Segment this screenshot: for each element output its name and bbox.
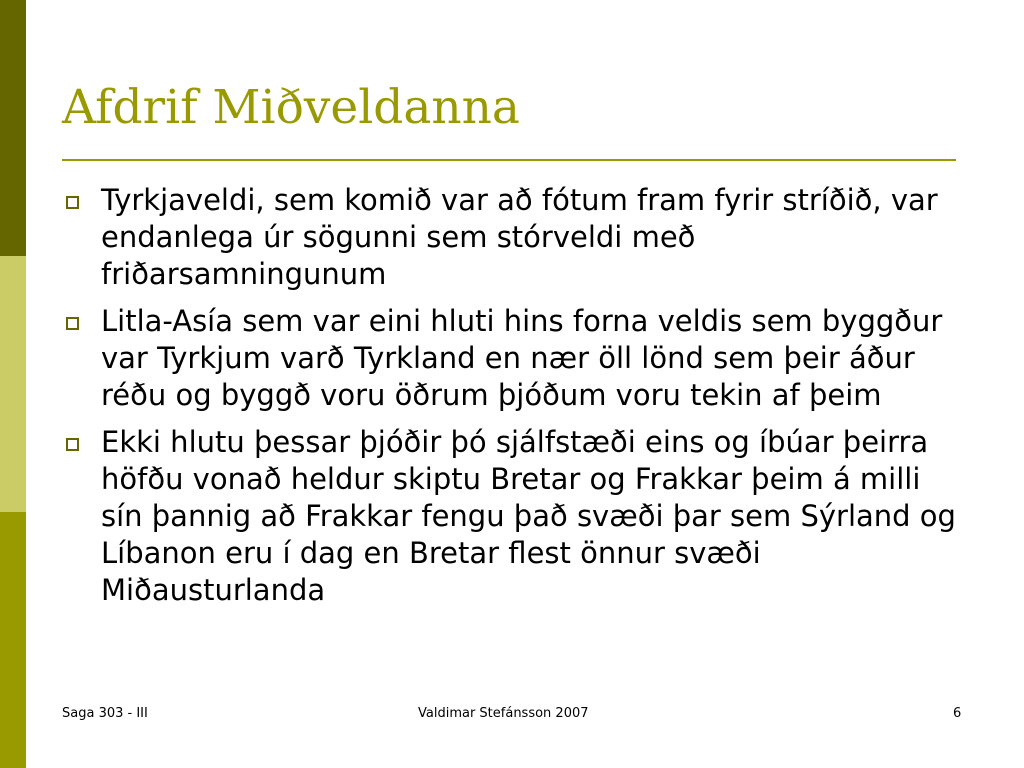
bullet-text-1: Tyrkjaveldi, sem komið var að fótum fram fyrir stríðið, var endanlega úr sögunni sem stórveldi með friðarsamningunum (101, 183, 938, 291)
bullet-text-2: Litla-Asía sem var eini hluti hins forna veldis sem byggður var Tyrkjum varð Tyrkland en nær öll lönd sem þeir áður réðu og byggð voru öðrum þjóðum voru tekin af þeim (101, 304, 943, 412)
bullet-item-2 (66, 303, 956, 414)
hollow-square-bullet-icon (66, 317, 79, 330)
footer-page-number: 6 (953, 706, 962, 721)
hollow-square-bullet-icon (66, 438, 79, 451)
hollow-square-bullet-icon (66, 196, 79, 209)
bullet-item-1 (66, 182, 956, 293)
footer-course-label: Saga 303 - III (62, 706, 148, 721)
side-bar-top-segment (0, 0, 26, 256)
bullet-text-3: Ekki hlutu þessar þjóðir þó sjálfstæði eins og íbúar þeirra höfðu vonað heldur skiptu Bretar og Frakkar þeim á milli sín þannig að Frakkar fengu það svæði þar sem Sýrland og Líbanon eru í dag en Bretar flest önnur svæði Miðausturlanda (101, 425, 956, 607)
footer-author: Valdimar Stefánsson 2007 (418, 706, 589, 721)
bullet-item-3 (66, 424, 956, 609)
side-bar-bottom-segment (0, 512, 26, 768)
bullet-list (66, 182, 956, 619)
title-underline-rule (62, 159, 956, 161)
slide-title: Afdrif Miðveldanna (62, 80, 520, 135)
side-bar-middle-segment (0, 256, 26, 512)
